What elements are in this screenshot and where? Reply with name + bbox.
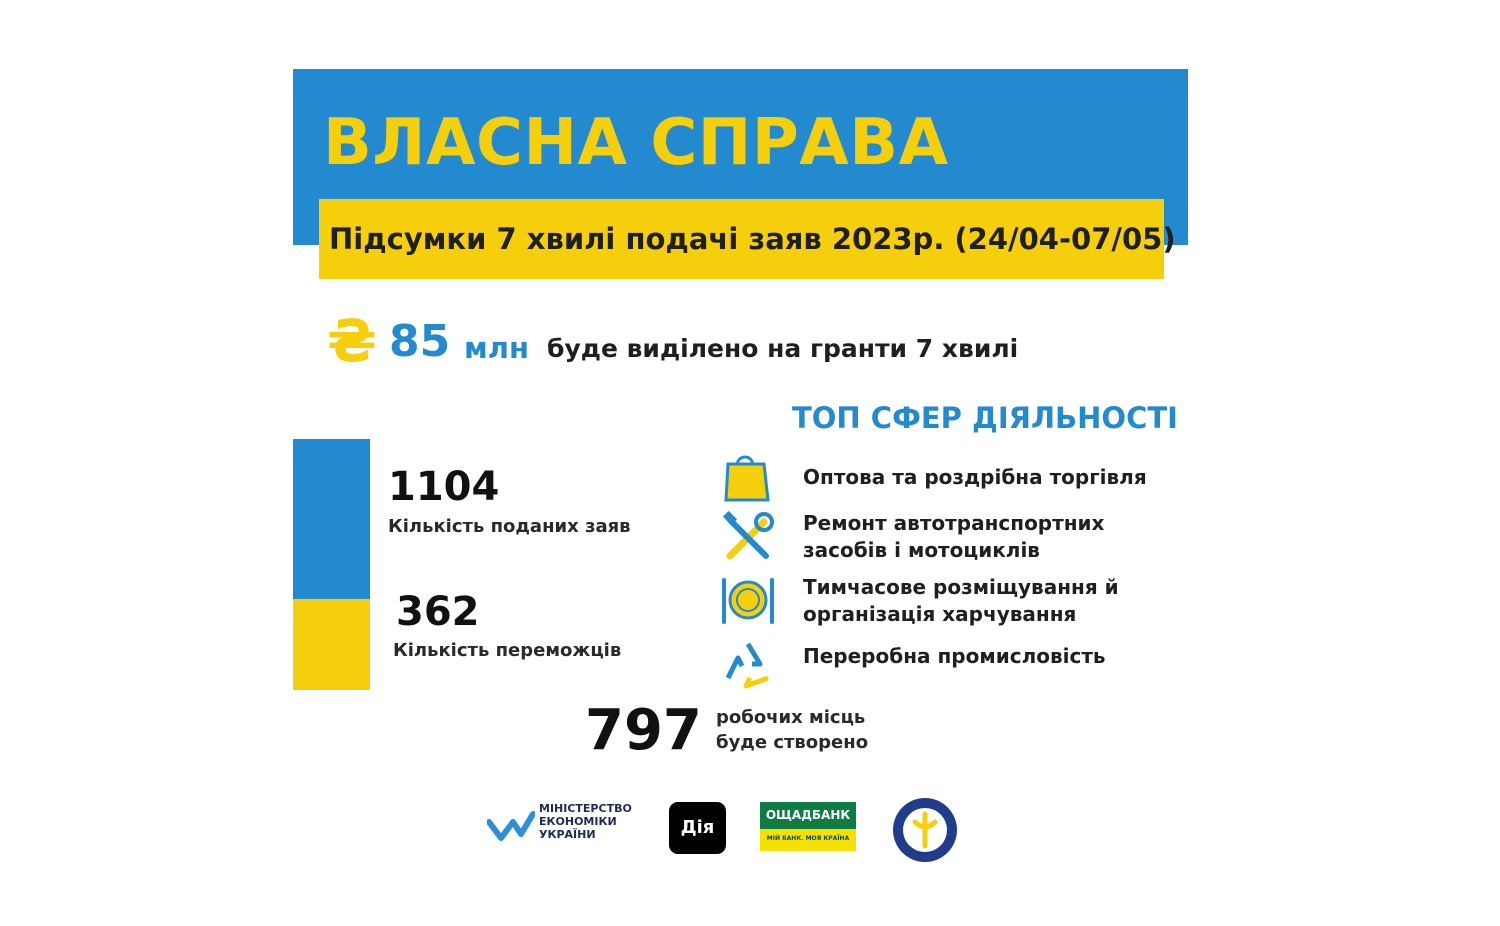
- stats-bar-blue: [293, 439, 370, 599]
- activity-label: Тимчасове розміщування й організація харчування: [803, 575, 1119, 626]
- grant-unit: млн: [464, 331, 529, 365]
- jobs-label: робочих місць буде створено: [716, 707, 869, 753]
- diia-name: Дія: [680, 817, 715, 838]
- recycle-icon: [720, 638, 776, 694]
- oschadbank-logo: [760, 802, 856, 851]
- winners-label: Кількість переможців: [393, 640, 622, 661]
- top-activities-title: ТОП СФЕР ДІЯЛЬНОСТІ: [792, 401, 1178, 435]
- activity-label: Оптова та роздрібна торгівля: [803, 465, 1147, 489]
- employment-service-seal-icon: [891, 796, 959, 864]
- winners-count: 362: [396, 589, 480, 635]
- tools-icon: [720, 510, 776, 566]
- ministry-logo: [487, 800, 662, 852]
- applications-count: 1104: [388, 464, 500, 510]
- stats-bar-yellow: [293, 599, 370, 690]
- applications-label: Кількість поданих заяв: [388, 516, 631, 537]
- ministry-mark-icon: [487, 810, 535, 844]
- dining-icon: [720, 574, 776, 630]
- ministry-name: МІНІСТЕРСТВО ЕКОНОМІКИ УКРАЇНИ: [539, 802, 632, 841]
- page-title: ВЛАСНА СПРАВА: [323, 106, 949, 180]
- employment-service-logo: [891, 796, 959, 864]
- hryvnia-icon: ₴: [327, 307, 377, 375]
- jobs-count: 797: [585, 698, 702, 763]
- activity-label: Переробна промисловість: [803, 644, 1106, 668]
- oschadbank-slogan: МІЙ БАНК. МОЯ КРАЇНА: [766, 835, 850, 842]
- page-subtitle: Підсумки 7 хвилі подачі заяв 2023р. (24/04-07/05): [329, 222, 1176, 256]
- grant-amount: 85: [389, 316, 451, 367]
- grant-text: буде виділено на гранти 7 хвилі: [547, 334, 1019, 363]
- activity-label: Ремонт автотранспортних засобів і мотоциклів: [803, 511, 1105, 562]
- shopping-bag-icon: [720, 448, 776, 504]
- oschadbank-name: ОЩАДБАНК: [765, 808, 851, 822]
- diia-logo: [669, 802, 726, 854]
